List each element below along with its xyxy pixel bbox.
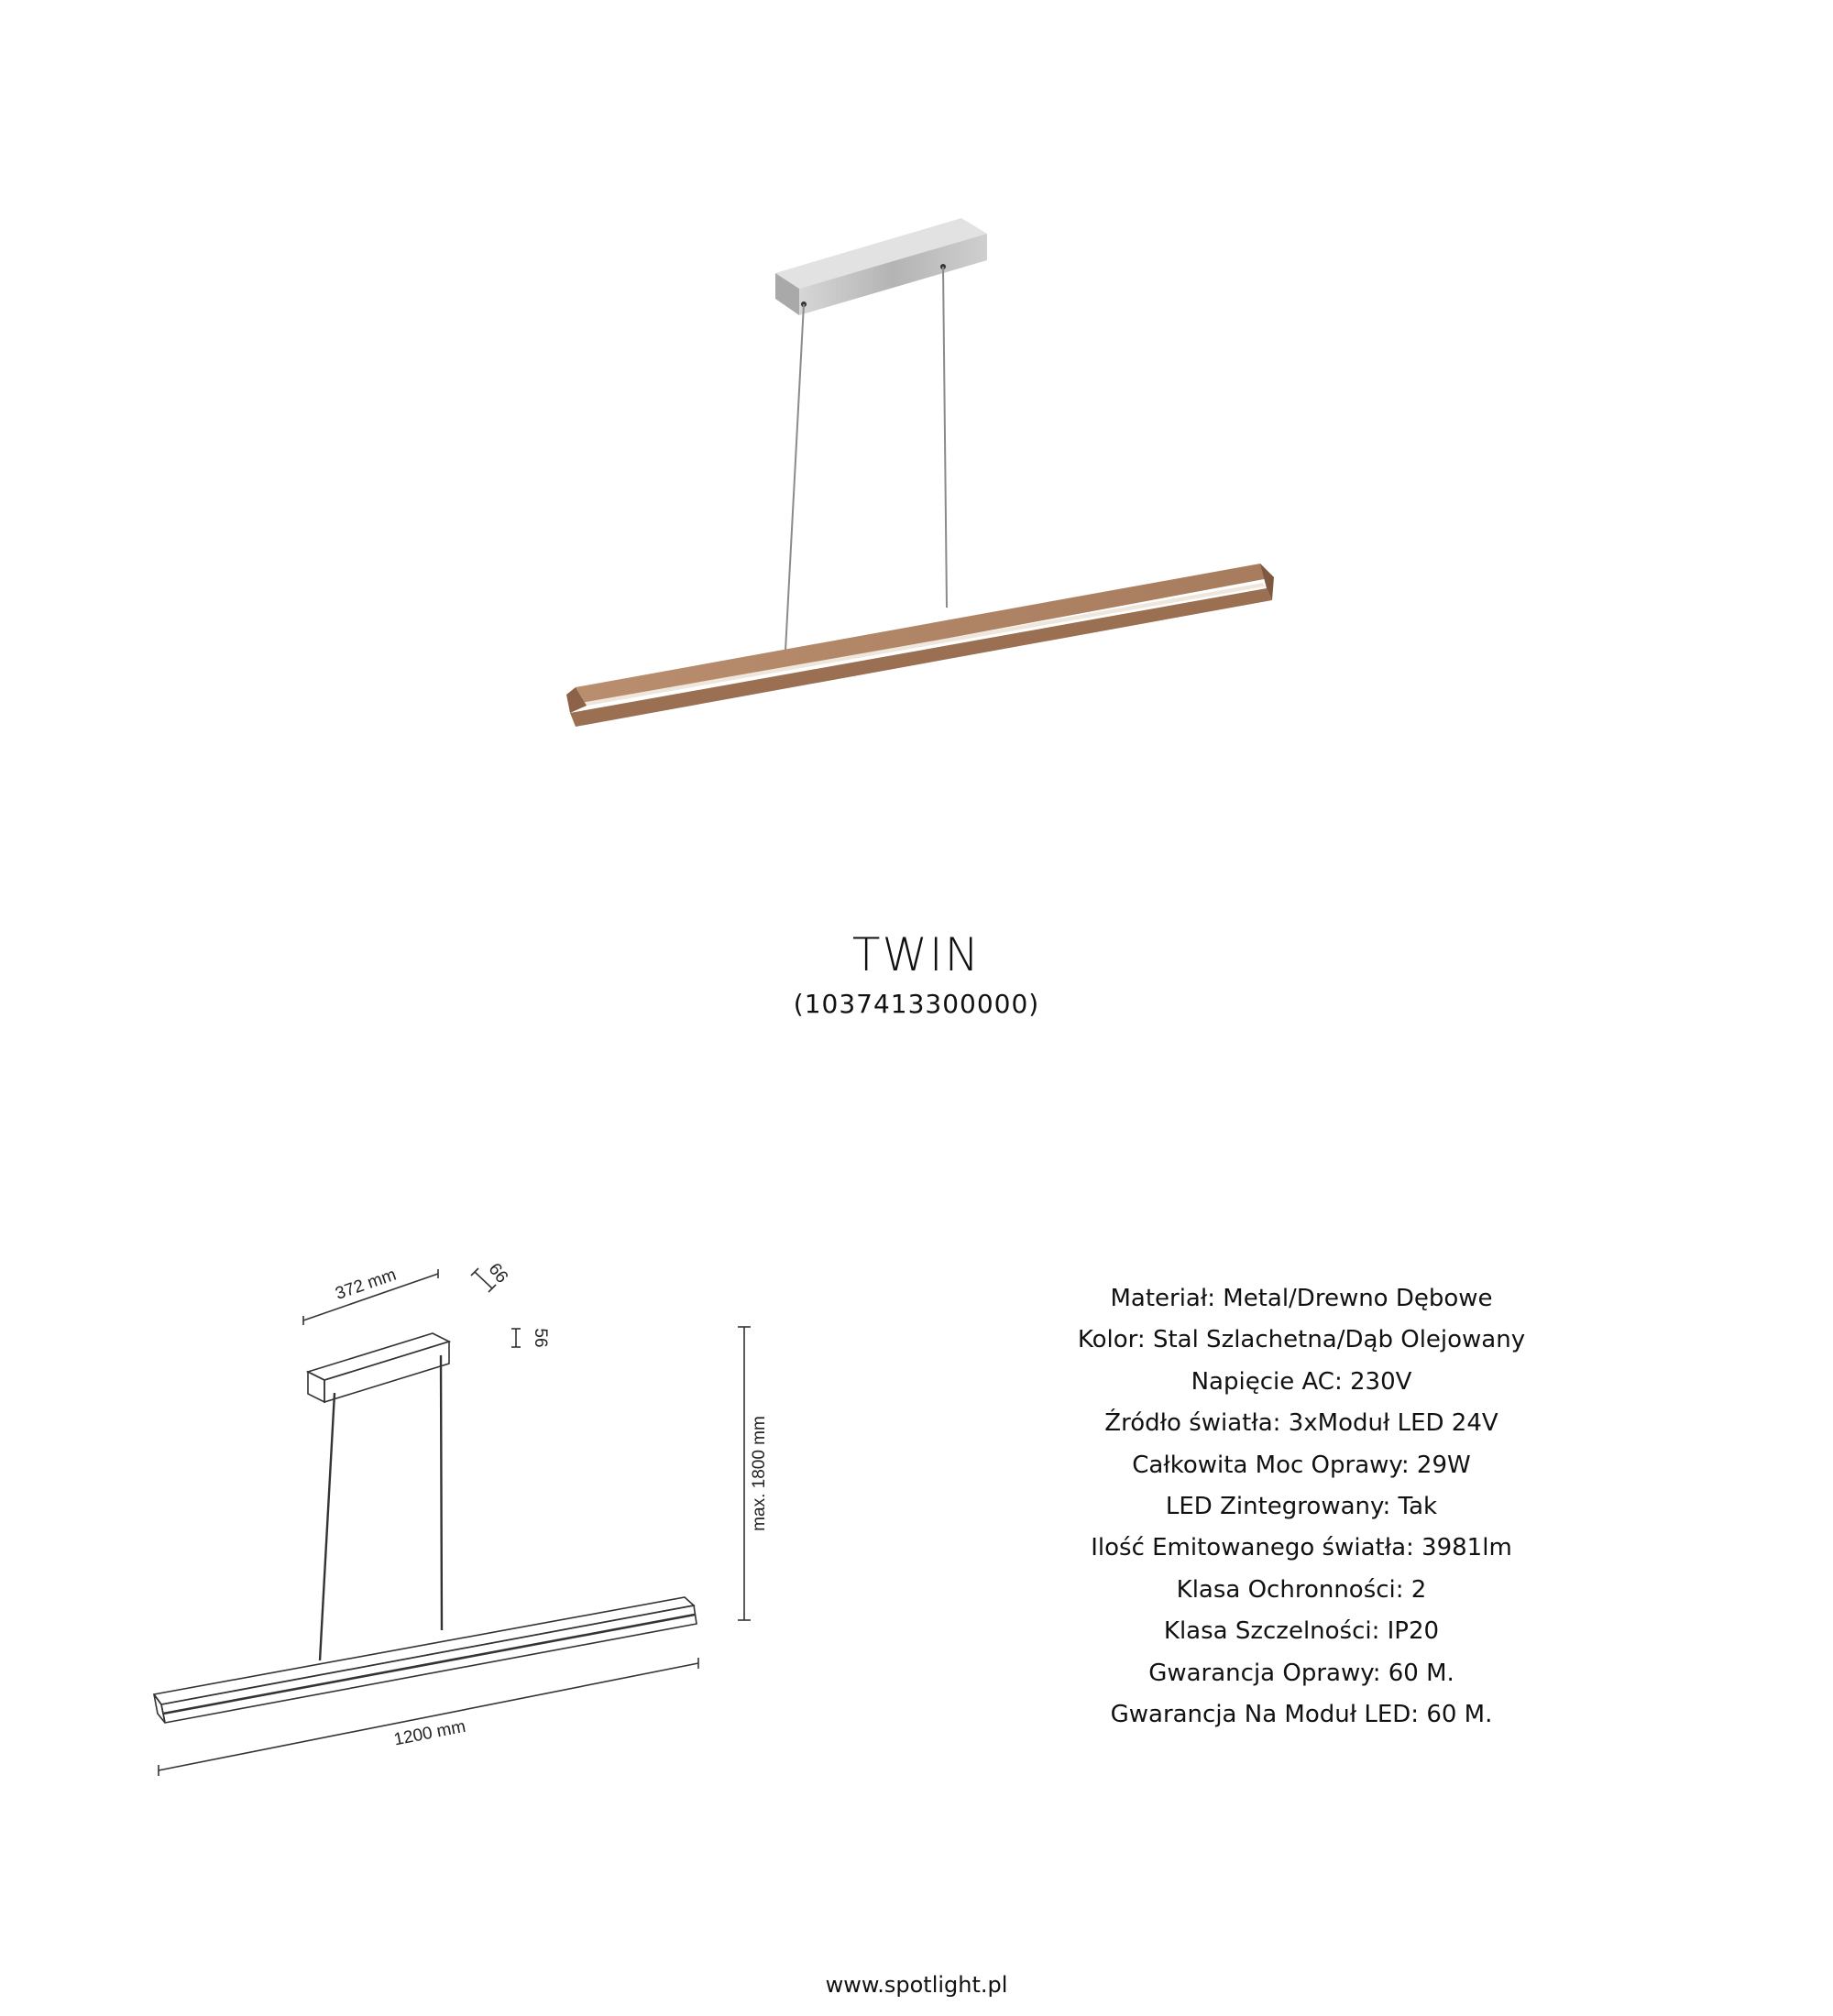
drawing-canopy-front — [324, 1342, 449, 1402]
wooden-bar — [566, 564, 1274, 727]
canopy — [775, 218, 987, 315]
technical-drawing — [137, 1246, 769, 1796]
drawing-bar-slot — [163, 1615, 695, 1714]
title-block — [0, 926, 1833, 1024]
spec-ip-rating: Klasa Szczelności: IP20 — [1163, 1617, 1440, 1646]
drawing-canopy-top — [308, 1333, 449, 1380]
drawing-bar-top — [154, 1597, 694, 1704]
spec-luminous-flux: Ilość Emitowanego światła: 3981lm — [1091, 1534, 1512, 1562]
drawing-lines — [154, 1268, 751, 1776]
suspension-wires — [785, 264, 947, 651]
dim-label-lamp-length: 1200 mm — [392, 1716, 467, 1750]
spec-light-source: Źródło światła: 3xModuł LED 24V — [1104, 1409, 1498, 1438]
spec-list — [1008, 1278, 1595, 1736]
spec-led-warranty: Gwarancja Na Moduł LED: 60 M. — [1110, 1701, 1493, 1729]
spec-total-power: Całkowita Moc Oprawy: 29W — [1132, 1451, 1471, 1479]
dim-label-canopy-height: 56 — [531, 1328, 550, 1348]
dim-label-max-height: max. 1800 mm — [750, 1416, 769, 1531]
product-code: (1037413300000) — [793, 989, 1040, 1019]
spec-voltage: Napięcie AC: 230V — [1191, 1367, 1412, 1396]
drawing-bar-end — [154, 1694, 165, 1723]
spec-integrated-led: LED Zintegrowany: Tak — [1165, 1493, 1438, 1521]
drawing-wire-right — [441, 1355, 442, 1630]
spec-protection-class: Klasa Ochronności: 2 — [1176, 1575, 1427, 1604]
product-photo — [0, 0, 1833, 916]
dim-label-canopy-width: 66 — [484, 1259, 512, 1287]
spec-fixture-warranty: Gwarancja Oprawy: 60 M. — [1148, 1659, 1454, 1687]
footer-url[interactable]: www.spotlight.pl — [825, 1972, 1008, 1998]
product-name: TWIN — [851, 928, 982, 981]
drawing-canopy-side — [308, 1372, 324, 1402]
dim-label-canopy-length: 372 mm — [333, 1265, 400, 1304]
spec-color: Kolor: Stal Szlachetna/Dąb Olejowany — [1077, 1326, 1526, 1354]
drawing-wire-left — [320, 1393, 335, 1660]
spec-material: Materiał: Metal/Drewno Dębowe — [1110, 1285, 1493, 1312]
